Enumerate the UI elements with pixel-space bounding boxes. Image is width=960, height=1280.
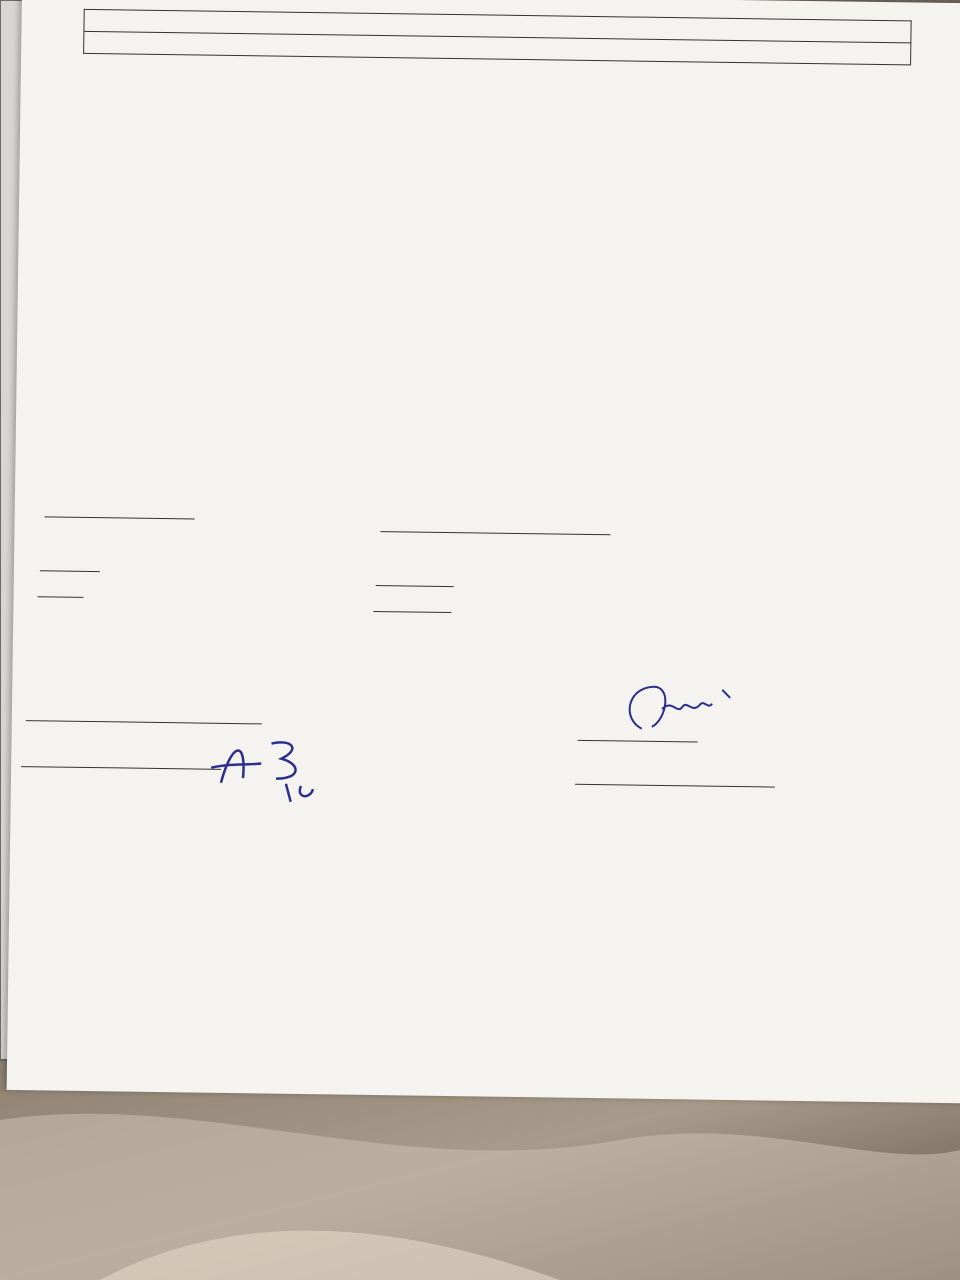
teaching-staff-row-working [63, 291, 921, 327]
head-teacher-name-line [21, 750, 221, 770]
headmaster-stamp-school [601, 798, 861, 802]
head-teacher-signature-value [575, 784, 775, 788]
students-registered-value [40, 570, 100, 572]
form-number-value [380, 531, 610, 535]
mea-stamp-title [210, 855, 430, 858]
teaching-staff-table [63, 213, 922, 327]
mea-stamp-office [210, 855, 430, 858]
mea-stamp-name [210, 859, 430, 862]
non-teaching-staff-row-working [53, 432, 519, 463]
certification-statement [33, 632, 813, 643]
headmaster-stamp-address [601, 798, 861, 802]
mea-stamp [210, 859, 430, 862]
students-registered-field [40, 556, 100, 572]
date-value [45, 516, 195, 519]
teachers-posted-field [38, 582, 84, 598]
teachers-posted-value [38, 596, 84, 598]
present-students-field [376, 571, 454, 587]
form-number-field [380, 517, 610, 535]
present-students-value [376, 585, 454, 587]
headmaster-stamp [601, 798, 861, 802]
non-teaching-staff-row-sanctioned [54, 408, 520, 439]
top-grade-table [83, 0, 912, 65]
table-row [78, 143, 914, 177]
headmaster-stamp-title [601, 798, 861, 802]
form-page [7, 0, 960, 1104]
present-teachers-field [373, 597, 451, 613]
teaching-staff-row-sanctioned [64, 267, 922, 303]
present-teachers-value [373, 611, 451, 613]
date-field [45, 502, 195, 519]
teaching-staff-header-row [64, 213, 923, 279]
table-row [78, 121, 914, 155]
non-teaching-staff-header-row [54, 362, 521, 415]
head-teacher-signature-field [575, 770, 775, 788]
mea-name-field [26, 706, 262, 724]
text-books-table [78, 99, 915, 177]
mea-signature-mark [612, 678, 763, 740]
text-books-header-row [78, 99, 914, 133]
head-teacher-name-field [21, 750, 221, 770]
non-teaching-staff-table [53, 362, 520, 462]
head-teacher-initials-signature [201, 723, 342, 805]
